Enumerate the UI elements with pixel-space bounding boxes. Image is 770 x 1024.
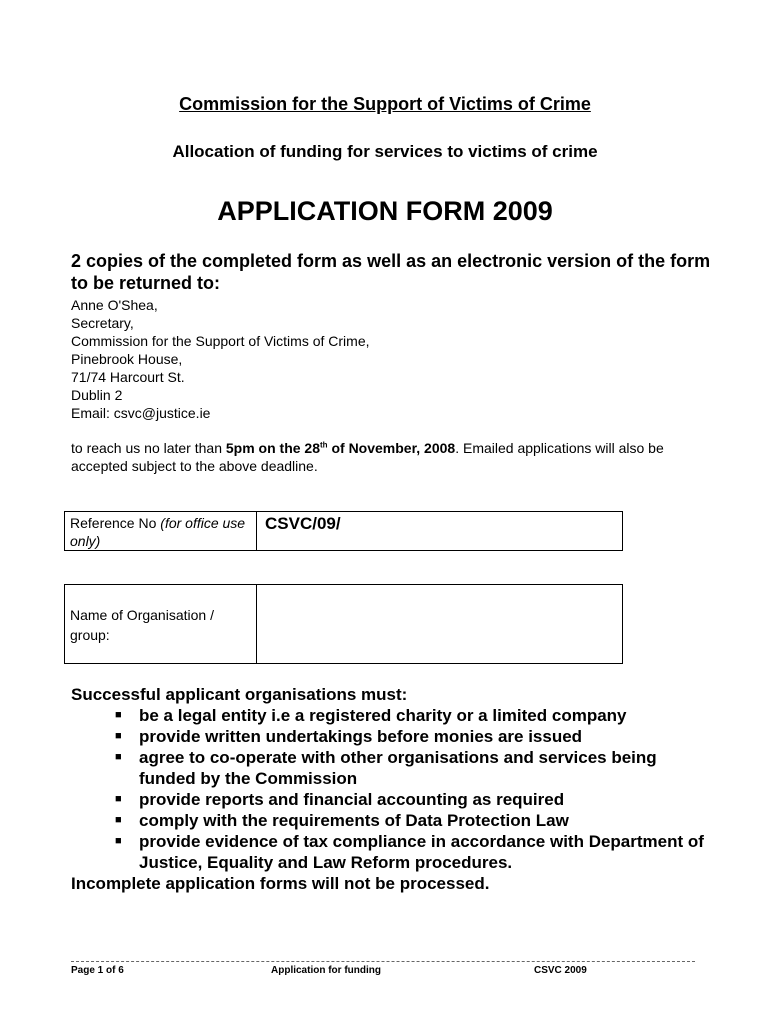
reference-value-field[interactable]: CSVC/09/ [257, 512, 623, 551]
address-email: Email: csvc@justice.ie [71, 405, 211, 421]
requirements-closing: Incomplete application forms will not be processed. [71, 874, 490, 893]
address-line: Dublin 2 [71, 387, 123, 403]
list-item [71, 831, 711, 873]
footer-reference: CSVC 2009 [534, 965, 587, 976]
requirements-section [71, 684, 711, 894]
footer-divider [71, 961, 695, 962]
organisation-table [64, 584, 623, 664]
bullet-icon: ■ [115, 730, 122, 742]
deadline-month: of November, 2008 [327, 440, 456, 456]
bullet-icon: ■ [115, 814, 122, 826]
deadline-ordinal: th [320, 440, 328, 450]
list-item-text: comply with the requirements of Data Protection Law [139, 811, 569, 830]
bullet-icon: ■ [115, 709, 122, 721]
reference-label-note: (for office use only) [70, 515, 246, 549]
organisation-name-field[interactable] [257, 585, 623, 664]
bullet-icon: ■ [115, 751, 122, 763]
bullet-icon: ■ [115, 835, 122, 847]
list-item [71, 726, 711, 747]
address-line: Anne O'Shea, [71, 297, 158, 313]
form-subtitle: Allocation of funding for services to victims of crime [172, 142, 598, 161]
commission-heading-text: Commission for the Support of Victims of Crime [179, 94, 591, 114]
reference-label [65, 512, 257, 551]
address-line: 71/74 Harcourt St. [71, 369, 185, 385]
list-item [71, 789, 711, 810]
footer-document-title: Application for funding [271, 965, 381, 976]
list-item-text: provide reports and financial accounting as required [139, 790, 565, 809]
address-line: Pinebrook House, [71, 351, 183, 367]
reference-label-text: Reference No [70, 515, 161, 531]
deadline-suffix: . Emailed applications will also be accepted subject to the above deadline. [71, 440, 664, 474]
bullet-icon: ■ [115, 793, 122, 805]
page-title: APPLICATION FORM 2009 [217, 196, 553, 226]
address-line: Commission for the Support of Victims of Crime, [71, 333, 370, 349]
deadline-prefix: to reach us no later than [71, 440, 226, 456]
list-item-text: agree to co-operate with other organisations and services being funded by the Commission [139, 748, 657, 788]
footer-page-number: Page 1 of 6 [71, 965, 124, 976]
reference-table [64, 511, 623, 551]
list-item-text: be a legal entity i.e a registered charity or a limited company [139, 706, 627, 725]
deadline-date: 5pm on the 28 [225, 440, 321, 456]
organisation-label: Name of Organisation / group: [65, 585, 257, 664]
requirements-list [71, 705, 711, 873]
list-item [71, 810, 711, 831]
list-item [71, 705, 711, 726]
list-item-text: provide written undertakings before monies are issued [139, 727, 583, 746]
return-instructions: 2 copies of the completed form as well as an electronic version of the form to be returned to: [71, 251, 711, 293]
address-line: Secretary, [71, 315, 134, 331]
requirements-heading: Successful applicant organisations must: [71, 685, 408, 704]
list-item-text: provide evidence of tax compliance in accordance with Department of Justice, Equality and Law Reform procedures. [139, 832, 704, 872]
address-block [71, 296, 370, 422]
list-item [71, 747, 711, 789]
deadline-text [71, 439, 711, 475]
commission-heading [0, 94, 770, 115]
